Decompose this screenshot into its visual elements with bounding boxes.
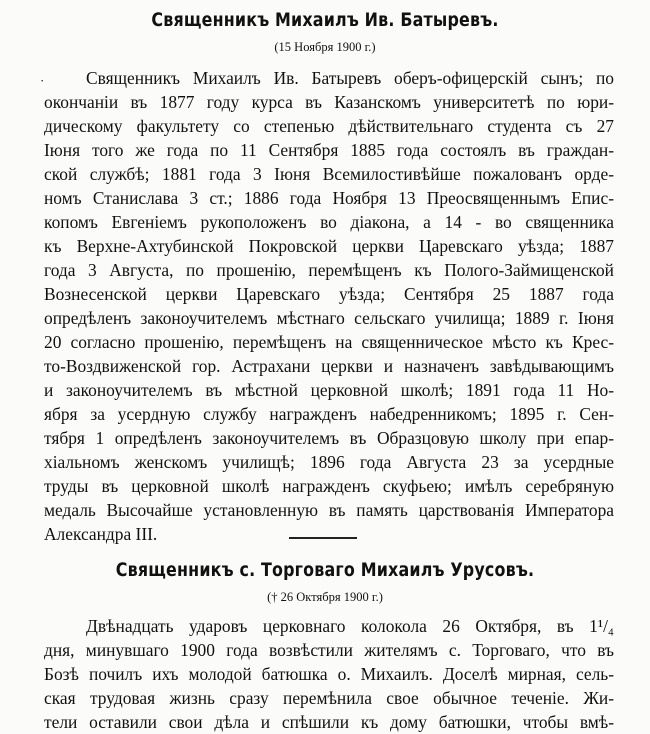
section1-line: номъ Станислава 3 ст.; 1886 года Ноября 13 Преосвященнымъ Епис- bbox=[44, 188, 614, 208]
section1-line: окончаніи въ 1877 году курса въ Казанскомъ университетѣ по юри- bbox=[44, 92, 614, 112]
section1-line: медаль Высочайше установленную въ память царствованія Императора bbox=[44, 500, 614, 520]
section2-date: († 26 Октября 1900 г.) bbox=[267, 590, 383, 604]
section1-line: опредѣленъ законоучителемъ мѣстнаго сельскаго училища; 1889 г. Іюня bbox=[44, 308, 614, 328]
margin-mark: · bbox=[40, 73, 45, 88]
section2-line: ская трудовая жизнь сразу перемѣнила свое обычное теченіе. Жи- bbox=[44, 688, 614, 708]
section1-line: Александра III. bbox=[44, 524, 158, 544]
section2-line: Двѣнадцать ударовъ церковнаго колокола 26 Октября, въ 1¹/₄ bbox=[86, 616, 614, 636]
section1-line: Вознесенской церкви Царевскаго уѣзда; Сентября 25 1887 года bbox=[44, 284, 614, 304]
section2-line: Бозѣ почилъ ихъ молодой батюшка о. Михаилъ. Доселѣ мирная, сель- bbox=[44, 664, 614, 684]
section1-line: то-Воздвиженской гор. Астрахани церкви и назначенъ завѣдывающимъ bbox=[44, 356, 614, 376]
section2-line: дня, минувшаго 1900 года возвѣстили жителямъ с. Торговаго, что въ bbox=[44, 640, 614, 660]
section1-line: Священникъ Михаилъ Ив. Батыревъ оберъ-офицерскій сынъ; по bbox=[86, 68, 614, 88]
section1-line: дическому факультету со степенью дѣйствительнаго студента съ 27 bbox=[44, 116, 614, 136]
section1-line: года 3 Августа, по прошенію, перемѣщенъ къ Пологo-Займищенской bbox=[44, 260, 614, 280]
section-divider bbox=[289, 537, 357, 539]
section1-line: ской службѣ; 1881 года 3 Іюня Всемилостивѣйше пожалованъ орде- bbox=[44, 164, 614, 184]
section1-line: и законоучителемъ въ мѣстной церковной школѣ; 1891 года 11 Но- bbox=[44, 380, 614, 400]
section1-line: копомъ Евгеніемъ рукоположенъ во діакона, а 14 - во священника bbox=[44, 212, 614, 232]
section1-line: хіальномъ женскомъ училищѣ; 1896 года Августа 23 за усердные bbox=[44, 452, 614, 472]
section1-line: тября 1 опредѣленъ законоучителемъ въ Образцовую школу при епар- bbox=[44, 428, 614, 448]
section2-line: тели оставили свои дѣла и спѣшили къ дому батюшки, чтобы вмѣ- bbox=[44, 712, 614, 732]
section1-line: труды въ церковной школѣ награжденъ скуфьею; имѣлъ серебряную bbox=[44, 476, 614, 496]
section1-date: (15 Ноября 1900 г.) bbox=[274, 40, 376, 54]
section1-line: къ Верхне-Ахтубинской Покровской церкви Царевскаго уѣзда; 1887 bbox=[44, 236, 614, 256]
section1-line: ября за усердную службу награжденъ набедренникомъ; 1895 г. Сен- bbox=[44, 404, 614, 424]
section1-line: Іюня того же года по 11 Сентября 1885 года состоялъ въ граждан- bbox=[44, 140, 614, 160]
section2-title: Священникъ с. Торговаго Михаилъ Урусовъ. bbox=[115, 560, 535, 581]
section1-title: Священникъ Михаилъ Ив. Батыревъ. bbox=[151, 10, 499, 31]
section1-line: 20 согласно прошенію, перемѣщенъ на священническое мѣсто къ Крес- bbox=[44, 332, 614, 352]
